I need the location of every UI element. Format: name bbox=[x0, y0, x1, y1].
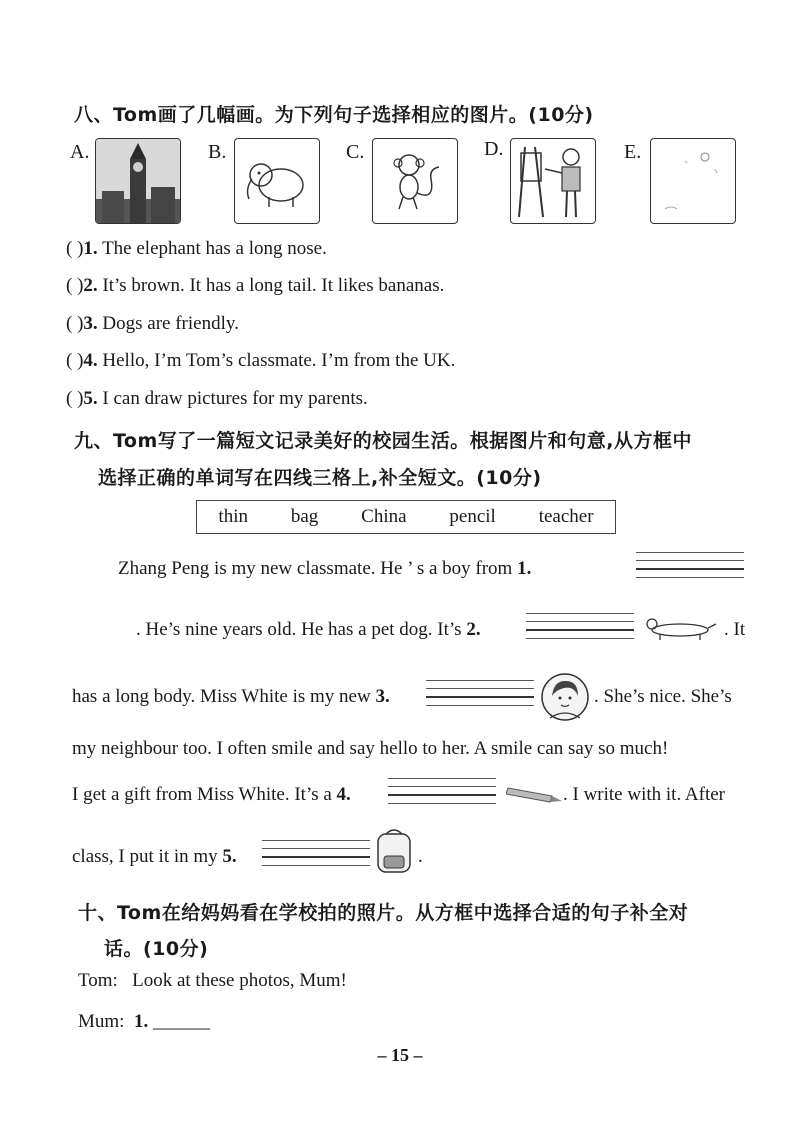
passage-line-6a bbox=[72, 846, 237, 868]
word-bank-item: thin bbox=[218, 506, 248, 527]
blank-number: 3. bbox=[375, 686, 390, 707]
item-number: 2. bbox=[83, 275, 98, 296]
passage-text: has a long body. Miss White is my new bbox=[72, 686, 371, 707]
option-b-letter: B. bbox=[208, 141, 227, 163]
word-bank-item: pencil bbox=[449, 506, 496, 527]
teacher-picture bbox=[540, 672, 590, 722]
blank-1-fourline[interactable] bbox=[636, 552, 744, 578]
option-d-letter: D. bbox=[484, 138, 504, 160]
question-8-3 bbox=[66, 313, 239, 335]
dialogue-text: Look at these photos, Mum! bbox=[132, 970, 347, 991]
passage-line-2a bbox=[136, 619, 481, 641]
word-bank-item: bag bbox=[290, 506, 319, 527]
blank-number: 4. bbox=[336, 784, 351, 805]
option-c-picture bbox=[372, 138, 458, 224]
option-a-letter: A. bbox=[70, 141, 90, 163]
question-8-1 bbox=[66, 238, 327, 260]
passage-line-3b: . She’s nice. She’s bbox=[594, 686, 732, 707]
item-text: Dogs are friendly. bbox=[102, 313, 239, 334]
passage-line-5a bbox=[72, 784, 351, 806]
word-bank-item: teacher bbox=[538, 506, 594, 527]
option-e-picture bbox=[650, 138, 736, 224]
item-text: It’s brown. It has a long tail. It likes bananas. bbox=[102, 275, 445, 296]
painter-boy-icon bbox=[511, 139, 595, 223]
answer-paren[interactable]: ( ) bbox=[66, 275, 84, 296]
item-text: The elephant has a long nose. bbox=[102, 238, 327, 259]
option-a-picture bbox=[95, 138, 181, 224]
word-bank bbox=[196, 500, 616, 534]
passage-text: I get a gift from Miss White. It’s a bbox=[72, 784, 332, 805]
pencil-icon bbox=[506, 782, 562, 804]
answer-paren[interactable]: ( ) bbox=[66, 350, 84, 371]
blank-number: 5. bbox=[222, 846, 237, 867]
option-d-picture bbox=[510, 138, 596, 224]
answer-paren[interactable]: ( ) bbox=[66, 313, 84, 334]
teacher-face-icon bbox=[540, 672, 590, 722]
answer-paren[interactable]: ( ) bbox=[66, 388, 84, 409]
speaker-label: Tom: bbox=[78, 970, 118, 991]
blank-3-fourline[interactable] bbox=[426, 680, 534, 706]
question-8-2 bbox=[66, 275, 444, 297]
blank-5-fourline[interactable] bbox=[262, 840, 370, 866]
bag-picture bbox=[372, 826, 416, 876]
speaker-label: Mum: bbox=[78, 1011, 125, 1032]
big-ben-icon bbox=[96, 139, 180, 223]
passage-line-6b: . bbox=[418, 846, 423, 867]
dog-icon bbox=[651, 139, 735, 223]
question-8-4 bbox=[66, 350, 455, 372]
word-bank-item: China bbox=[361, 506, 407, 527]
dachshund-icon bbox=[640, 612, 720, 646]
section-10-title-line1: 十、Tom在给妈妈看在学校拍的照片。从方框中选择合适的句子补全对 bbox=[78, 902, 689, 924]
passage-line-1 bbox=[118, 558, 531, 580]
blank-number: 1. bbox=[517, 558, 532, 579]
monkey-icon bbox=[373, 139, 457, 223]
dialogue-mum bbox=[78, 1011, 210, 1033]
passage-line-2b: . It bbox=[724, 619, 746, 640]
item-number: 5. bbox=[83, 388, 98, 409]
item-text: Hello, I’m Tom’s classmate. I’m from the UK. bbox=[102, 350, 456, 371]
question-8-5 bbox=[66, 388, 368, 410]
page-number: – 15 – bbox=[377, 1045, 423, 1065]
pencil-picture bbox=[506, 782, 562, 804]
passage-line-3a bbox=[72, 686, 390, 708]
section-10-title-line2: 话。(10分) bbox=[104, 938, 209, 960]
dialogue-tom bbox=[78, 970, 347, 992]
passage-text: class, I put it in my bbox=[72, 846, 218, 867]
option-e-letter: E. bbox=[624, 141, 642, 163]
answer-blank[interactable]: ______ bbox=[152, 1011, 210, 1032]
blank-2-fourline[interactable] bbox=[526, 613, 634, 639]
backpack-icon bbox=[372, 826, 416, 876]
item-number: 3. bbox=[83, 313, 98, 334]
blank-4-fourline[interactable] bbox=[388, 778, 496, 804]
option-b-picture bbox=[234, 138, 320, 224]
item-number: 1. bbox=[83, 238, 98, 259]
option-c-letter: C. bbox=[346, 141, 365, 163]
item-text: I can draw pictures for my parents. bbox=[102, 388, 368, 409]
section-9-title-line1: 九、Tom写了一篇短文记录美好的校园生活。根据图片和句意,从方框中 bbox=[74, 430, 693, 452]
passage-line-4: my neighbour too. I often smile and say hello to her. A smile can say so much! bbox=[72, 738, 669, 759]
answer-paren[interactable]: ( ) bbox=[66, 238, 84, 259]
section-9-title-line2: 选择正确的单词写在四线三格上,补全短文。(10分) bbox=[98, 467, 542, 489]
passage-text: . He’s nine years old. He has a pet dog. It’s bbox=[136, 619, 462, 640]
passage-text: Zhang Peng is my new classmate. He ’ s a boy from bbox=[118, 558, 513, 579]
elephant-icon bbox=[235, 139, 319, 223]
blank-number: 2. bbox=[466, 619, 481, 640]
long-dog-picture bbox=[640, 612, 720, 646]
section-8-title: 八、Tom画了几幅画。为下列句子选择相应的图片。(10分) bbox=[74, 104, 594, 126]
passage-line-5b: . I write with it. After bbox=[563, 784, 725, 805]
blank-number: 1. bbox=[133, 1011, 149, 1032]
item-number: 4. bbox=[83, 350, 98, 371]
